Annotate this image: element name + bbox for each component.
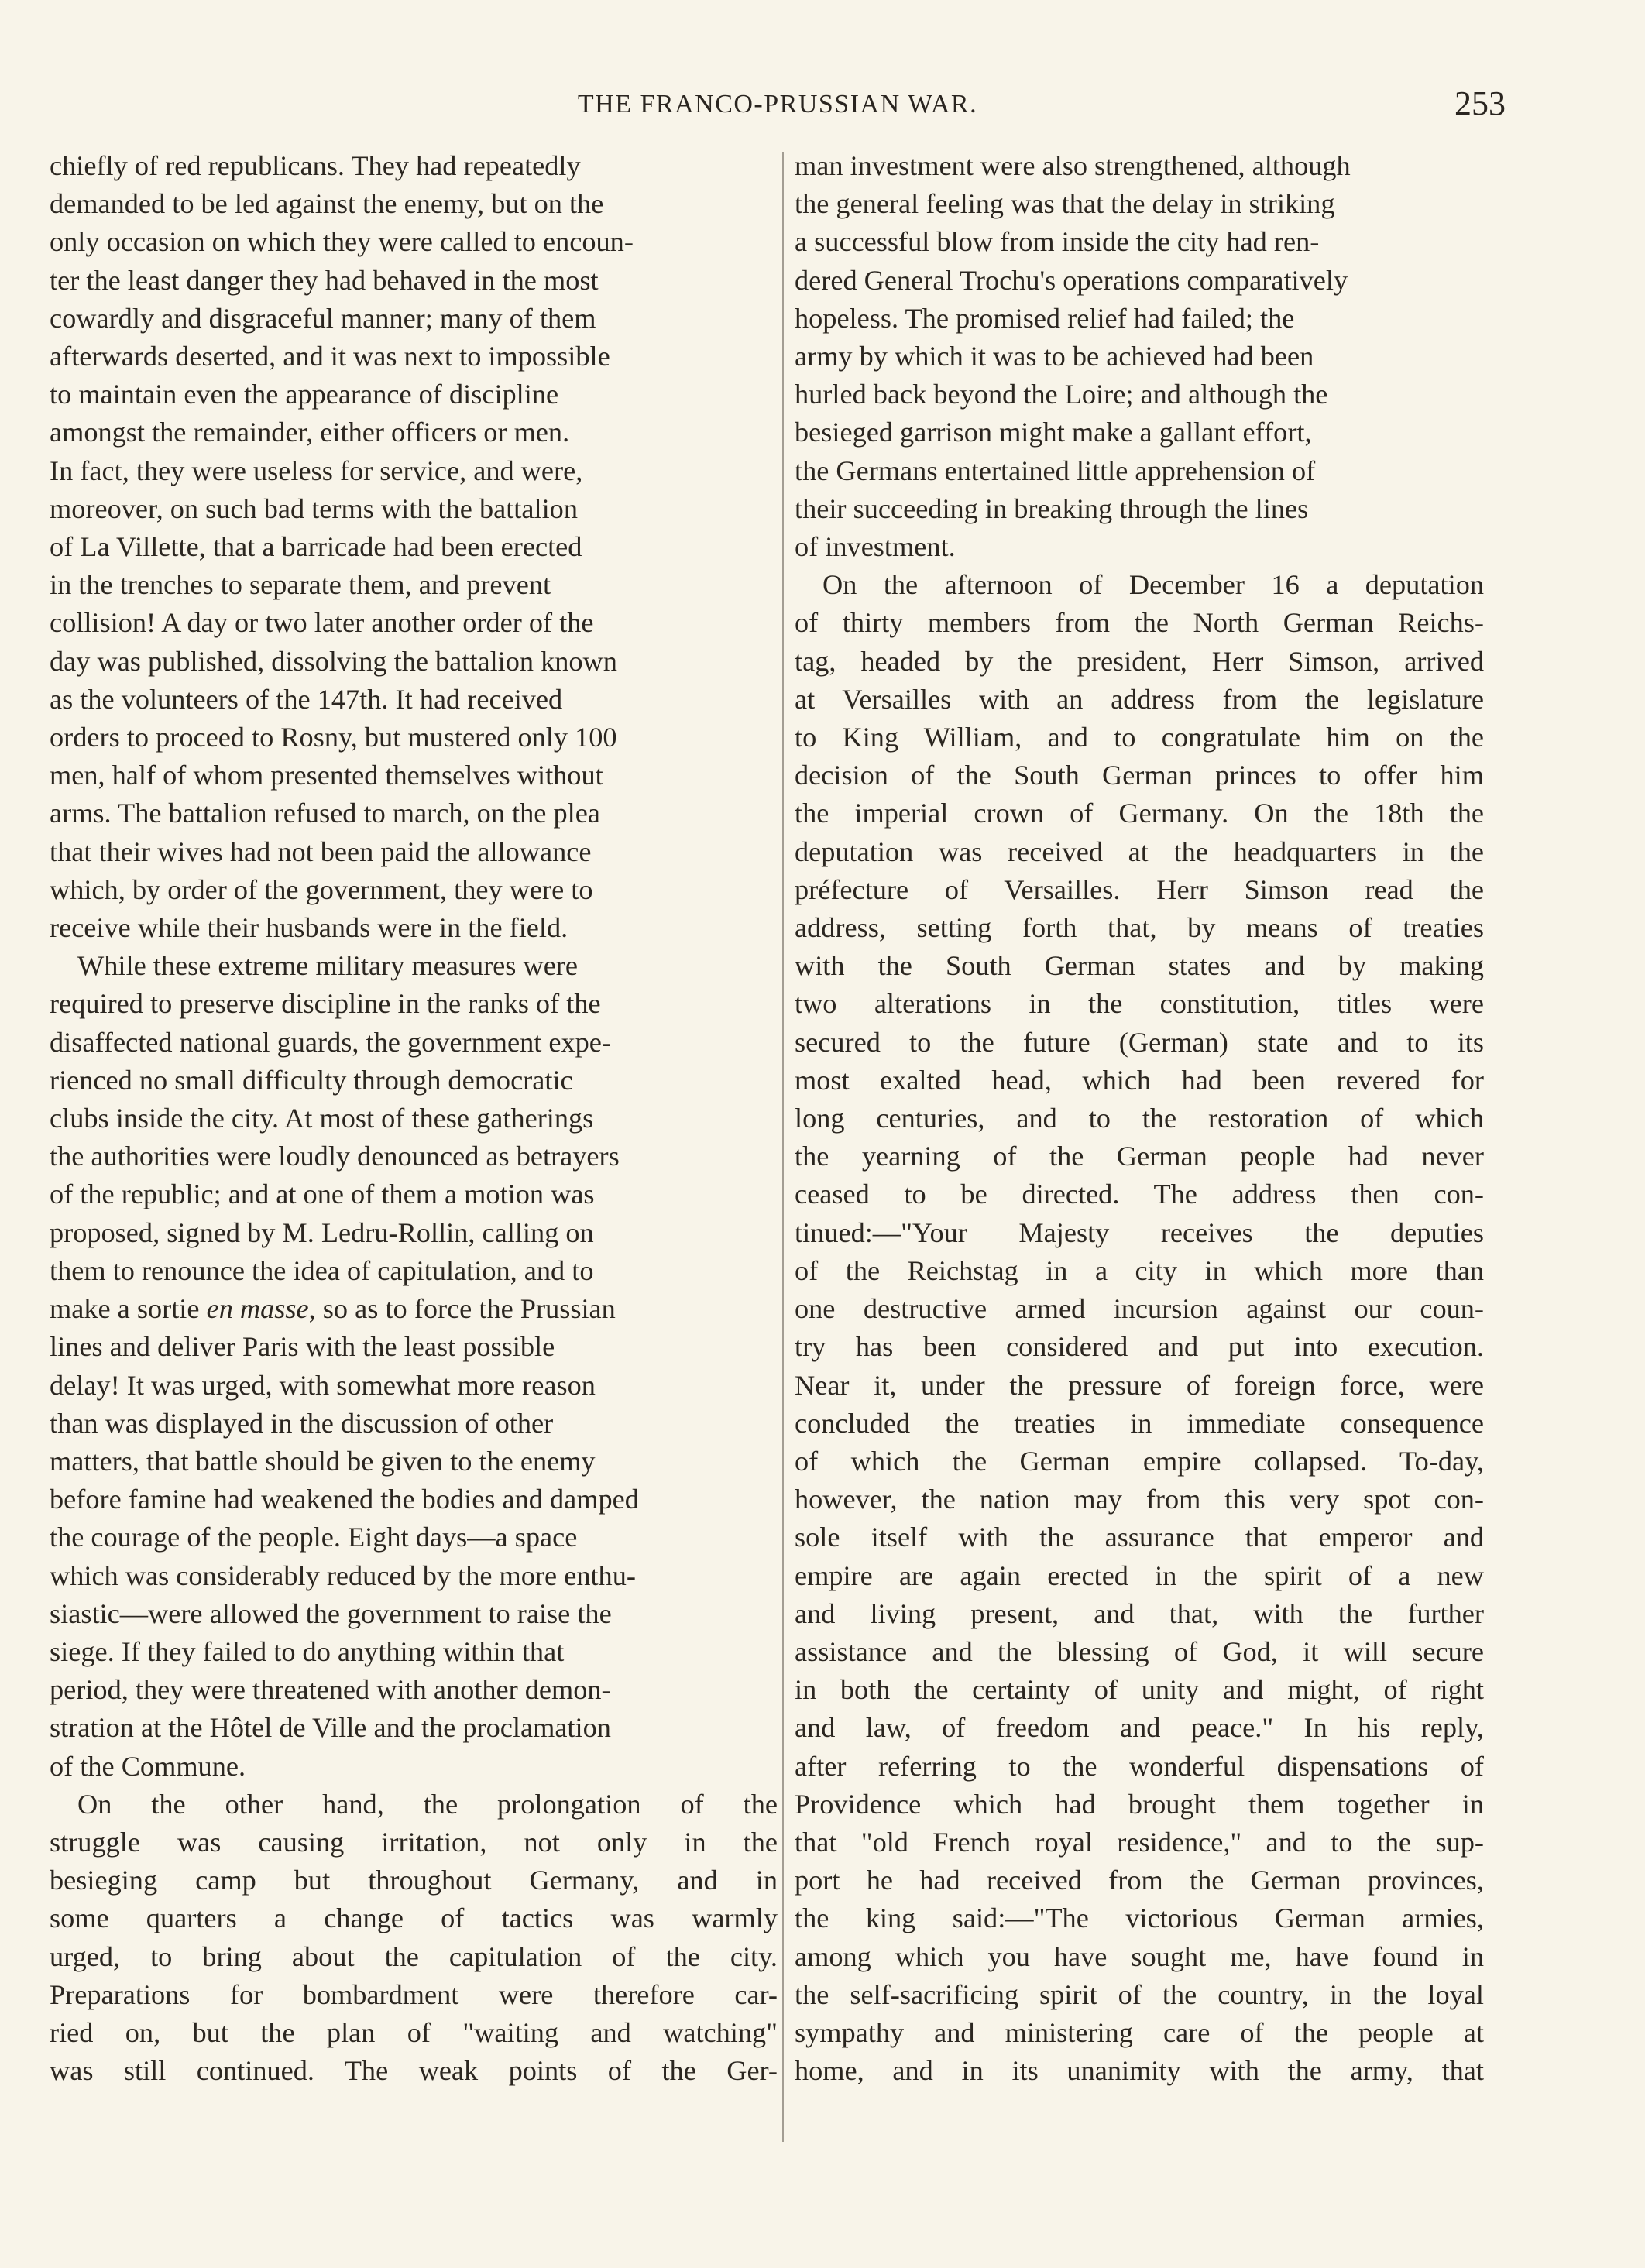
text-line: army by which it was to be achieved had been [795, 341, 1314, 372]
text-line: after referring to the wonderful dispensations of [795, 1750, 1484, 1782]
text-line: man investment were also strengthened, although [795, 150, 1351, 181]
text-line: struggle was causing irritation, not only in the [50, 1826, 778, 1858]
text-line: than was displayed in the discussion of other [50, 1407, 554, 1439]
text-line: stration at the Hôtel de Ville and the proclamation [50, 1712, 611, 1744]
text-line: the authorities were loudly denounced as betrayers [50, 1141, 620, 1172]
text-line: period, they were threatened with another demon- [50, 1674, 611, 1706]
text-line: siege. If they failed to do anything within that [50, 1635, 565, 1667]
text-line: Providence which had brought them together in [795, 1788, 1484, 1820]
text-line: the general feeling was that the delay in striking [795, 188, 1335, 220]
text-line: one destructive armed incursion against our coun- [795, 1293, 1484, 1325]
text-line: of the Reichstag in a city in which more than [795, 1254, 1484, 1286]
text-line: deputation was received at the headquarters in the [795, 835, 1484, 867]
running-header [50, 84, 1506, 130]
text-line: besieged garrison might make a gallant effort, [795, 417, 1312, 448]
text-line: before famine had weakened the bodies and damped [50, 1484, 639, 1515]
paragraph [795, 147, 1484, 566]
paragraph [795, 566, 1484, 2090]
column-divider [782, 152, 784, 2142]
text-line: orders to proceed to Rosny, but mustered only 100 [50, 722, 617, 753]
text-line: and law, of freedom and peace." In his reply, [795, 1712, 1484, 1744]
text-line: required to preserve discipline in the ranks of the [50, 988, 601, 1020]
text-line: however, the nation may from this very spot con- [795, 1484, 1484, 1515]
text-line: sole itself with the assurance that emperor and [795, 1522, 1484, 1553]
text-line: of which the German empire collapsed. To-day, [795, 1445, 1484, 1477]
text-line: empire are again erected in the spirit of a new [795, 1559, 1484, 1591]
text-line: cowardly and disgraceful manner; many of them [50, 302, 596, 334]
text-line: ceased to be directed. The address then con- [795, 1179, 1484, 1210]
text-line: receive while their husbands were in the field. [50, 912, 568, 944]
text-line: ter the least danger they had behaved in the most [50, 264, 599, 296]
text-line: with the South German states and by making [795, 950, 1484, 982]
text-line: dered General Trochu's operations comparatively [795, 264, 1348, 296]
text-line: most exalted head, which had been revered for [795, 1064, 1484, 1096]
text-line: make a sortie en masse, so as to force the Prussian [50, 1293, 616, 1325]
text-line: as the volunteers of the 147th. It had received [50, 683, 563, 715]
running-title: THE FRANCO-PRUSSIAN WAR. [577, 90, 978, 118]
text-line: some quarters a change of tactics was warmly [50, 1903, 778, 1934]
text-line: men, half of whom presented themselves without [50, 760, 603, 791]
right-column [795, 147, 1484, 2090]
paragraph [50, 1786, 778, 2091]
text-line: On the afternoon of December 16 a deputation [822, 569, 1484, 601]
text-line: matters, that battle should be given to the enemy [50, 1445, 596, 1477]
text-line: address, setting forth that, by means of treaties [795, 912, 1484, 944]
text-line: at Versailles with an address from the legislature [795, 683, 1484, 715]
text-line: port he had received from the German provinces, [795, 1865, 1484, 1896]
text-line: that their wives had not been paid the allowance [50, 835, 592, 867]
text-line: delay! It was urged, with somewhat more reason [50, 1369, 596, 1401]
text-line: hurled back beyond the Loire; and although the [795, 379, 1328, 410]
text-line: to maintain even the appearance of discipline [50, 379, 559, 410]
text-line: collision! A day or two later another order of the [50, 607, 594, 639]
text-line: the courage of the people. Eight days—a space [50, 1522, 578, 1553]
text-line: that "old French royal residence," and to the sup- [795, 1826, 1484, 1858]
text-line: of thirty members from the North German Reichs- [795, 607, 1484, 639]
text-line: arms. The battalion refused to march, on the plea [50, 798, 600, 829]
text-line: in the trenches to separate them, and prevent [50, 569, 551, 601]
text-line: long centuries, and to the restoration of which [795, 1103, 1484, 1134]
paragraph [50, 147, 778, 947]
text-line: day was published, dissolving the battalion known [50, 645, 617, 677]
text-line: disaffected national guards, the government expe- [50, 1026, 611, 1058]
text-line: préfecture of Versailles. Herr Simson read the [795, 873, 1484, 905]
text-line: Near it, under the pressure of foreign force, were [795, 1369, 1484, 1401]
text-line: them to renounce the idea of capitulation, and to [50, 1254, 594, 1286]
text-line: two alterations in the constitution, titles were [795, 988, 1484, 1020]
text-line: of investment. [795, 531, 956, 563]
page-number: 253 [1454, 84, 1506, 122]
text-line: of La Villette, that a barricade had been erected [50, 531, 582, 563]
text-line: On the other hand, the prolongation of the [77, 1788, 778, 1820]
text-line: the Germans entertained little apprehension of [795, 455, 1316, 486]
text-line: was still continued. The weak points of the Ger- [50, 2055, 778, 2087]
text-line: chiefly of red republicans. They had repeatedly [50, 150, 581, 181]
text-line: tinued:—"Your Majesty receives the deputies [795, 1216, 1484, 1248]
text-line: the king said:—"The victorious German armies, [795, 1903, 1484, 1934]
text-line: amongst the remainder, either officers or men. [50, 417, 570, 448]
text-line: sympathy and ministering care of the people at [795, 2016, 1484, 2048]
text-line: proposed, signed by M. Ledru-Rollin, calling on [50, 1216, 594, 1248]
text-line: a successful blow from inside the city had ren- [795, 226, 1320, 258]
text-line: afterwards deserted, and it was next to impossible [50, 341, 610, 372]
text-line: which was considerably reduced by the more enthu- [50, 1559, 636, 1591]
paragraph [50, 947, 778, 1785]
text-line: to King William, and to congratulate him on the [795, 722, 1484, 753]
text-line: Preparations for bombardment were therefore car- [50, 1978, 778, 2010]
text-line: which, by order of the government, they were to [50, 873, 593, 905]
text-line: ried on, but the plan of "waiting and watching" [50, 2016, 778, 2048]
text-line: the self-sacrificing spirit of the country, in the loyal [795, 1978, 1484, 2010]
text-line: the yearning of the German people had never [795, 1141, 1484, 1172]
text-line: concluded the treaties in immediate consequence [795, 1407, 1484, 1439]
text-line: hopeless. The promised relief had failed; the [795, 302, 1295, 334]
text-line: rienced no small difficulty through democratic [50, 1064, 573, 1096]
text-line: their succeeding in breaking through the lines [795, 492, 1309, 524]
text-line: try has been considered and put into execution. [795, 1331, 1484, 1363]
text-line: lines and deliver Paris with the least possible [50, 1331, 555, 1363]
text-line: clubs inside the city. At most of these gatherings [50, 1103, 594, 1134]
text-line: among which you have sought me, have found in [795, 1940, 1484, 1972]
text-line: moreover, on such bad terms with the battalion [50, 492, 578, 524]
text-line: the imperial crown of Germany. On the 18th the [795, 798, 1484, 829]
text-line: of the republic; and at one of them a motion was [50, 1179, 595, 1210]
text-line: of the Commune. [50, 1750, 246, 1782]
text-line: besieging camp but throughout Germany, and in [50, 1865, 778, 1896]
text-line: decision of the South German princes to offer him [795, 760, 1484, 791]
text-line: assistance and the blessing of God, it will secure [795, 1635, 1484, 1667]
text-line: In fact, they were useless for service, and were, [50, 455, 583, 486]
text-line: secured to the future (German) state and to its [795, 1026, 1484, 1058]
text-line: in both the certainty of unity and might, of right [795, 1674, 1484, 1706]
text-line: home, and in its unanimity with the army, that [795, 2055, 1484, 2087]
text-line: urged, to bring about the capitulation of the city. [50, 1940, 778, 1972]
left-column [50, 147, 778, 2090]
text-line: tag, headed by the president, Herr Simson, arrived [795, 645, 1484, 677]
text-line: siastic—were allowed the government to raise the [50, 1597, 612, 1629]
text-line: While these extreme military measures were [77, 950, 579, 982]
text-line: only occasion on which they were called to encoun- [50, 226, 634, 258]
text-line: and living present, and that, with the further [795, 1597, 1484, 1629]
text-line: demanded to be led against the enemy, but on the [50, 188, 604, 220]
